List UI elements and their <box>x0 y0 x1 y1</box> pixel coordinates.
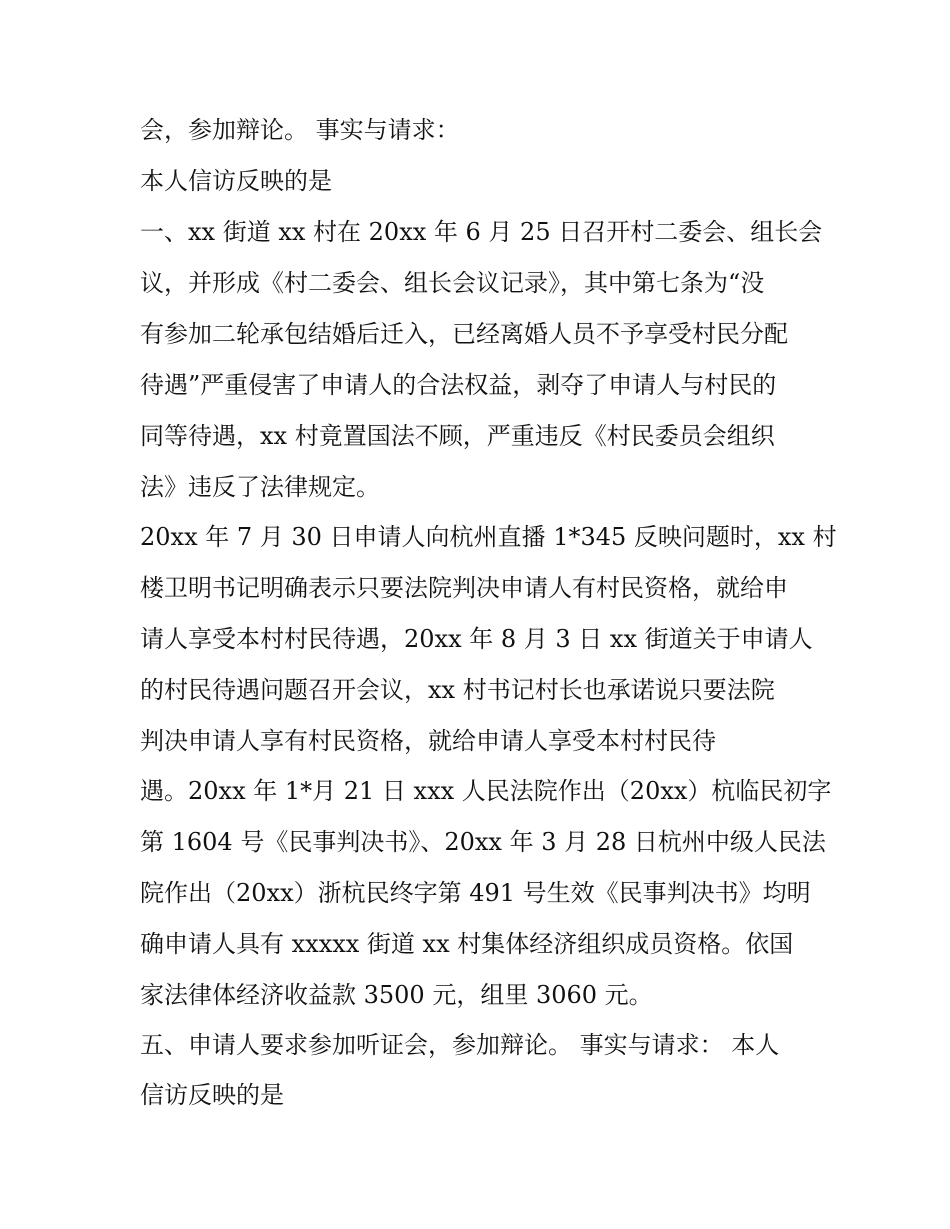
text-line: 遇。20xx 年 1*月 21 日 xxx 人民法院作出（20xx）杭临民初字 <box>140 777 832 805</box>
text-line: 同等待遇，xx 村竟置国法不顾，严重违反《村民委员会组织 <box>140 422 775 450</box>
text-line: 信访反映的是 <box>140 1081 284 1109</box>
text-line: 本人信访反映的是 <box>140 167 332 195</box>
text-line: 判决申请人享有村民资格，就给申请人享受本村村民待 <box>140 727 716 755</box>
text-line: 请人享受本村村民待遇，20xx 年 8 月 3 日 xx 街道关于申请人 <box>140 625 813 653</box>
text-line: 的村民待遇问题召开会议，xx 村书记村长也承诺说只要法院 <box>140 676 775 704</box>
text-line: 第 1604 号《民事判决书》、20xx 年 3 月 28 日杭州中级人民法 <box>140 828 826 856</box>
text-line: 一、xx 街道 xx 村在 20xx 年 6 月 25 日召开村二委会、组长会 <box>140 218 823 246</box>
text-line: 确申请人具有 xxxxx 街道 xx 村集体经济组织成员资格。依国 <box>140 930 794 958</box>
text-line: 楼卫明书记明确表示只要法院判决申请人有村民资格，就给申 <box>140 574 788 602</box>
text-line: 院作出（20xx）浙杭民终字第 491 号生效《民事判决书》均明 <box>140 879 811 907</box>
text-line: 有参加二轮承包结婚后迁入，已经离婚人员不予享受村民分配 <box>140 320 788 348</box>
text-line: 待遇”严重侵害了申请人的合法权益，剥夺了申请人与村民的 <box>140 371 777 399</box>
text-line: 五、申请人要求参加听证会，参加辩论。 事实与请求： 本人 <box>140 1031 780 1059</box>
text-line: 20xx 年 7 月 30 日申请人向杭州直播 1*345 反映问题时，xx 村 <box>140 523 837 551</box>
text-line: 家法律体经济收益款 3500 元，组里 3060 元。 <box>140 981 653 1009</box>
text-line: 法》违反了法律规定。 <box>140 473 380 501</box>
text-line: 会，参加辩论。 事实与请求： <box>140 116 460 144</box>
text-line: 议，并形成《村二委会、组长会议记录》，其中第七条为“没 <box>140 269 765 297</box>
